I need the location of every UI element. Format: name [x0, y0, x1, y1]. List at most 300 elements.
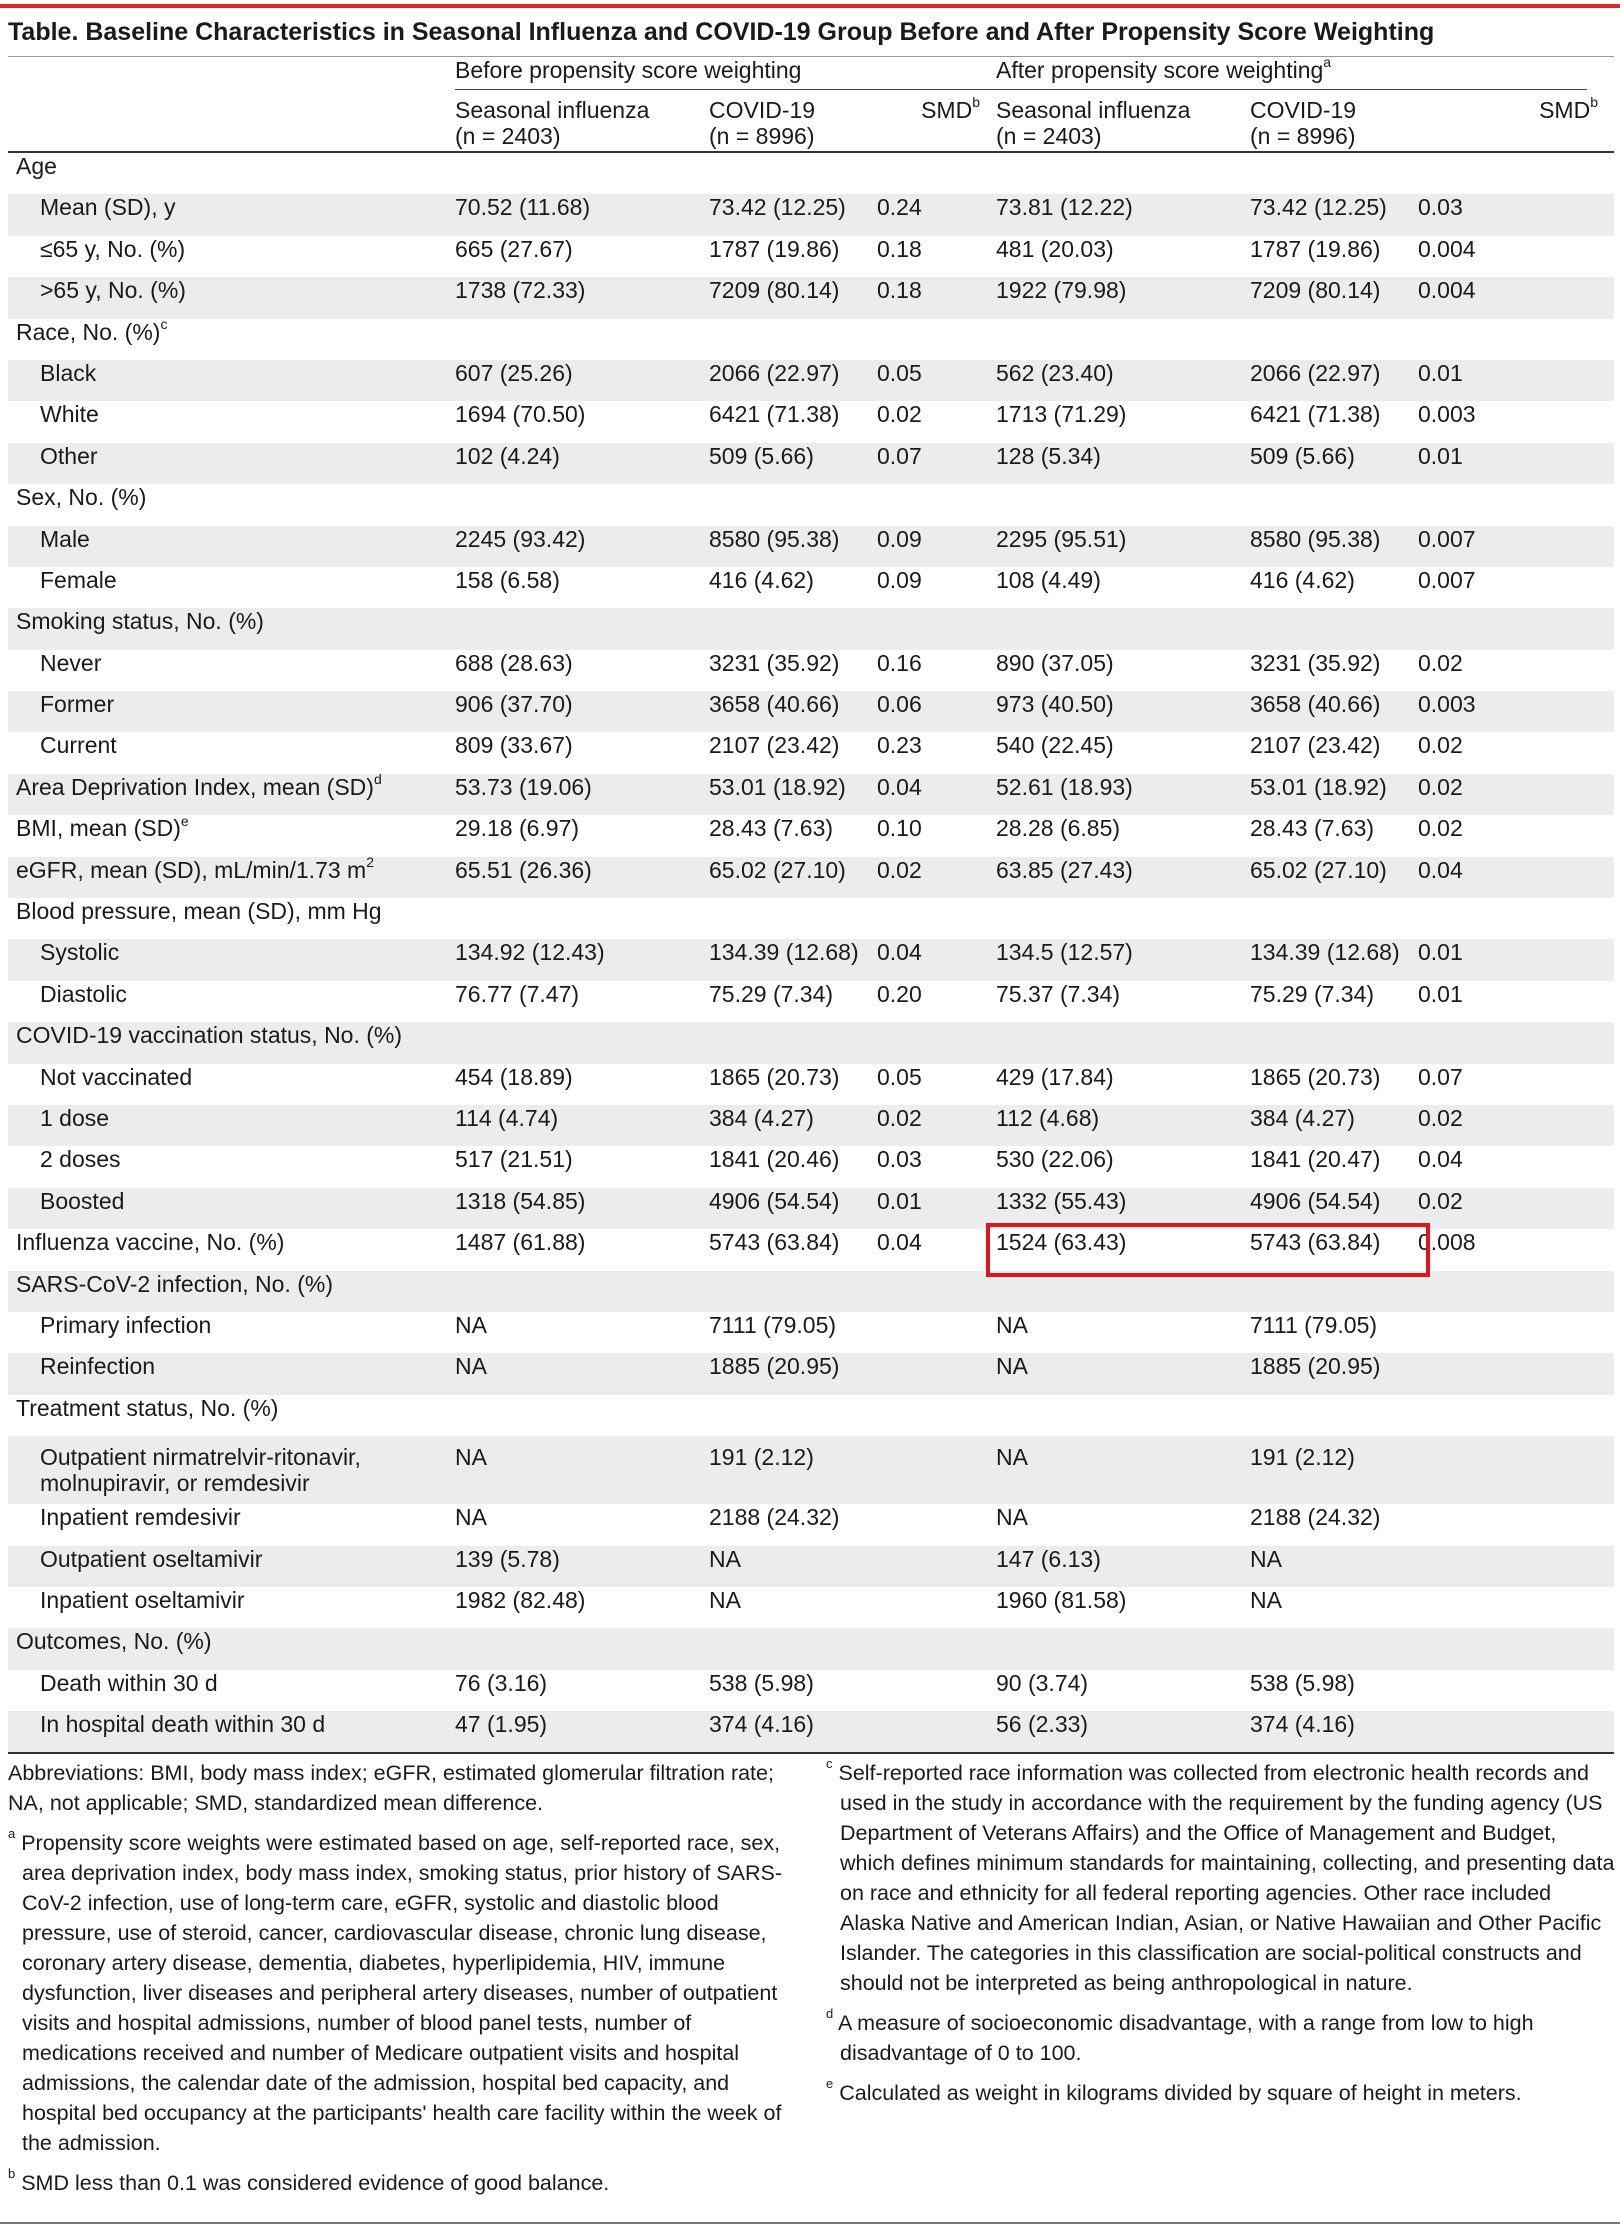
- cell-before-covid: [709, 1628, 877, 1669]
- table-row: [8, 1670, 1614, 1711]
- cell-after-smd: [1418, 1353, 1614, 1394]
- table-row: [8, 319, 1614, 360]
- cell-before-flu: 1982 (82.48): [455, 1586, 586, 1613]
- row-label: [8, 1146, 455, 1187]
- cell-after-covid: 134.39 (12.68): [1250, 939, 1418, 980]
- cell-before-smd: [877, 484, 996, 525]
- cell-after-flu: 890 (37.05): [996, 649, 1114, 676]
- cell-after-flu: 52.61 (18.93): [996, 774, 1250, 815]
- table-row: [8, 526, 1614, 567]
- cell-before-flu: [455, 1395, 709, 1436]
- cell-after-smd: [1418, 152, 1614, 194]
- cell-after-flu: [996, 1628, 1250, 1669]
- cell-after-covid: 8580 (95.38): [1250, 526, 1418, 567]
- row-label: [8, 1546, 455, 1587]
- cell-after-covid: [1250, 898, 1418, 939]
- table-row: [8, 484, 1614, 525]
- table-row: [8, 567, 1614, 608]
- row-label-text: Blood pressure, mean (SD), mm Hg: [16, 898, 382, 925]
- table-row: [8, 1188, 1614, 1229]
- cell-after-smd: [1418, 1546, 1614, 1587]
- cell-before-smd: [877, 898, 996, 939]
- cell-after-covid: 7209 (80.14): [1250, 277, 1418, 318]
- cell-after-smd: [1418, 1711, 1614, 1753]
- cell-before-covid: [709, 319, 877, 360]
- cell-after-smd: 0.007: [1418, 566, 1476, 593]
- cell-after-smd: [1418, 1395, 1614, 1436]
- row-label: [8, 898, 455, 939]
- row-label: [8, 981, 455, 1022]
- cell-after-covid: 28.43 (7.63): [1250, 815, 1375, 842]
- footnote-b-text: SMD less than 0.1 was considered evidence of good balance.: [21, 2171, 610, 2195]
- cell-after-covid: 1885 (20.95): [1250, 1353, 1418, 1394]
- row-label: [8, 939, 455, 980]
- footnotes-right-column: [826, 1755, 1616, 2118]
- cell-after-smd: 0.01: [1418, 980, 1463, 1007]
- cell-after-smd: 0.07: [1418, 1063, 1463, 1090]
- cell-before-smd: 0.03: [877, 1146, 922, 1173]
- row-label: [8, 608, 455, 649]
- cell-before-smd: [877, 319, 996, 360]
- cell-before-flu: 53.73 (19.06): [455, 774, 709, 815]
- cell-before-flu: [455, 319, 709, 360]
- cell-after-covid: 191 (2.12): [1250, 1436, 1418, 1504]
- cell-before-covid: 2107 (23.42): [709, 732, 840, 759]
- cell-before-flu: 139 (5.78): [455, 1546, 709, 1587]
- cell-before-smd: 0.24: [877, 194, 996, 235]
- cell-after-smd: 0.01: [1418, 360, 1614, 401]
- row-label-text: Influenza vaccine, No. (%): [16, 1229, 285, 1256]
- cell-after-flu: 56 (2.33): [996, 1711, 1250, 1753]
- cell-before-flu: NA: [455, 1436, 709, 1504]
- cell-before-flu: 906 (37.70): [455, 691, 709, 732]
- table-row: [8, 857, 1614, 898]
- cell-after-smd: [1418, 1587, 1614, 1628]
- cell-after-covid: 3658 (40.66): [1250, 691, 1418, 732]
- row-label-text: Area Deprivation Index, mean (SD): [16, 773, 374, 800]
- cell-after-flu: 481 (20.03): [996, 235, 1114, 262]
- cell-after-covid: 1865 (20.73): [1250, 1063, 1381, 1090]
- row-label-text: ≤65 y, No. (%): [40, 235, 186, 262]
- cell-after-smd: [1418, 1670, 1614, 1711]
- row-label: [8, 194, 455, 235]
- cell-after-covid: 2066 (22.97): [1250, 360, 1418, 401]
- cell-after-smd: [1418, 319, 1614, 360]
- cell-after-smd: [1418, 484, 1614, 525]
- cell-before-covid: 1865 (20.73): [709, 1063, 840, 1090]
- cell-after-flu: 1713 (71.29): [996, 401, 1127, 428]
- cell-before-flu: 29.18 (6.97): [455, 815, 580, 842]
- header-empty-cell: [8, 57, 455, 97]
- header-after-covid: [1250, 97, 1418, 152]
- col-flu-n: (n = 2403): [996, 123, 1102, 149]
- table-row: [8, 277, 1614, 318]
- row-label-text: Sex, No. (%): [16, 484, 147, 511]
- row-label-text: Inpatient remdesivir: [40, 1504, 241, 1531]
- footnote-c: [826, 1755, 1616, 1998]
- cell-after-covid: NA: [1250, 1546, 1418, 1587]
- cell-before-flu: 114 (4.74): [455, 1105, 709, 1146]
- table-row: [8, 1146, 1614, 1187]
- cell-after-smd: 0.02: [1418, 1188, 1614, 1229]
- footnote-e-text: Calculated as weight in kilograms divided by square of height in meters.: [839, 2081, 1522, 2105]
- table-row: [8, 1628, 1614, 1669]
- cell-before-flu: 2245 (93.42): [455, 526, 709, 567]
- row-label: [8, 1353, 455, 1394]
- row-label: [8, 1587, 455, 1628]
- row-label-text: Primary infection: [40, 1311, 212, 1338]
- cell-before-covid: [709, 152, 877, 194]
- cell-before-covid: 6421 (71.38): [709, 401, 840, 428]
- cell-before-covid: 538 (5.98): [709, 1669, 814, 1696]
- row-label-text: White: [40, 401, 99, 428]
- cell-after-covid: 374 (4.16): [1250, 1711, 1418, 1753]
- row-label-text: Outpatient oseltamivir: [40, 1545, 263, 1572]
- table-row: [8, 1436, 1614, 1504]
- cell-after-covid: [1250, 1628, 1418, 1669]
- footnote-d-mark: d: [826, 2005, 834, 2021]
- cell-before-smd: 0.23: [877, 732, 922, 759]
- cell-after-covid: 75.29 (7.34): [1250, 980, 1375, 1007]
- row-label-text: Inpatient oseltamivir: [40, 1586, 245, 1613]
- row-label-text: Death within 30 d: [40, 1669, 218, 1696]
- cell-after-flu: 73.81 (12.22): [996, 194, 1250, 235]
- cell-before-flu: 158 (6.58): [455, 566, 560, 593]
- cell-after-smd: [1418, 1436, 1614, 1504]
- cell-before-smd: 0.09: [877, 566, 922, 593]
- col-flu-n: (n = 2403): [455, 123, 561, 149]
- cell-before-covid: 4906 (54.54): [709, 1188, 877, 1229]
- cell-after-flu: 112 (4.68): [996, 1105, 1250, 1146]
- row-label-footnote-mark: c: [160, 315, 168, 332]
- table-row: [8, 650, 1614, 691]
- cell-after-flu: 28.28 (6.85): [996, 815, 1121, 842]
- footnote-c-text: Self-reported race information was collected from electronic health records and used in the study in accordance with the requirement by the funding agency (US Department of Veterans Affairs) and the Office of Management and Budget, which defines minimum standards for maintaining, collecting, and presenting data on race and ethnicity for all federal reporting agencies. Other race included Alaska Native and American Indian, Asian, or Native Hawaiian and Other Pacific Islander. The categories in this classification are social-political constructs and should not be interpreted as being anthropological in nature.: [838, 1761, 1615, 1995]
- cell-before-covid: 5743 (63.84): [709, 1229, 840, 1256]
- cell-after-flu: 128 (5.34): [996, 443, 1250, 484]
- cell-before-covid: 2066 (22.97): [709, 360, 877, 401]
- cell-after-flu: 147 (6.13): [996, 1546, 1250, 1587]
- table-row: [8, 1022, 1614, 1063]
- cell-before-smd: [877, 1587, 996, 1628]
- header-characteristic-cell: [8, 97, 455, 152]
- cell-after-flu: NA: [996, 1436, 1250, 1504]
- cell-before-covid: 7111 (79.05): [709, 1311, 837, 1338]
- row-label-footnote-mark: d: [373, 771, 382, 788]
- cell-before-flu: 454 (18.89): [455, 1063, 573, 1090]
- cell-before-smd: 0.18: [877, 277, 996, 318]
- footnote-b: [8, 2165, 798, 2198]
- table-row: [8, 815, 1614, 856]
- row-label: [8, 771, 455, 815]
- row-label: [8, 732, 455, 773]
- cell-before-flu: 517 (21.51): [455, 1146, 573, 1173]
- after-group-footnote-mark: a: [1323, 54, 1332, 71]
- cell-after-flu: NA: [996, 1311, 1028, 1338]
- table-row: [8, 443, 1614, 484]
- cell-after-flu: 1524 (63.43): [996, 1229, 1127, 1256]
- cell-before-covid: 53.01 (18.92): [709, 774, 877, 815]
- table-row: [8, 939, 1614, 980]
- row-label: [8, 1064, 455, 1105]
- footnote-e-mark: e: [826, 2075, 834, 2091]
- cell-before-smd: 0.01: [877, 1188, 996, 1229]
- row-label: [8, 277, 455, 318]
- cell-after-smd: [1418, 608, 1614, 649]
- table-row: [8, 194, 1614, 235]
- cell-before-covid: [709, 1022, 877, 1063]
- row-label: [8, 484, 455, 525]
- cell-after-smd: [1418, 1271, 1614, 1312]
- table-body: [8, 152, 1614, 1753]
- after-group-label: After propensity score weighting: [996, 57, 1324, 83]
- cell-before-flu: [455, 1271, 709, 1312]
- cell-after-smd: 0.01: [1418, 443, 1614, 484]
- col-covid-label: COVID-19: [1250, 97, 1357, 123]
- row-label: [8, 853, 455, 898]
- footnote-e: [826, 2075, 1616, 2108]
- cell-after-flu: 63.85 (27.43): [996, 857, 1250, 898]
- cell-before-covid: 3231 (35.92): [709, 649, 840, 676]
- cell-after-covid: [1250, 484, 1418, 525]
- row-label: [8, 1188, 455, 1229]
- cell-before-flu: 47 (1.95): [455, 1711, 709, 1753]
- cell-after-flu: [996, 1271, 1250, 1312]
- cell-after-flu: 540 (22.45): [996, 732, 1114, 759]
- row-label-text: Treatment status, No. (%): [16, 1394, 279, 1421]
- top-accent-rule: [0, 4, 1620, 8]
- row-label-text: Outpatient nirmatrelvir-ritonavir, molnupiravir, or remdesivir: [40, 1444, 361, 1497]
- cell-after-flu: [996, 484, 1250, 525]
- row-label: [8, 443, 455, 484]
- cell-before-smd: 0.04: [877, 939, 996, 980]
- row-label-text: 1 dose: [40, 1104, 110, 1131]
- cell-after-smd: 0.02: [1418, 815, 1463, 842]
- row-label-text: COVID-19 vaccination status, No. (%): [16, 1022, 403, 1049]
- cell-before-smd: [877, 1711, 996, 1753]
- cell-before-flu: 809 (33.67): [455, 732, 573, 759]
- cell-before-covid: 73.42 (12.25): [709, 194, 877, 235]
- cell-after-smd: [1418, 1504, 1614, 1545]
- cell-after-covid: 73.42 (12.25): [1250, 194, 1418, 235]
- header-before-covid: [709, 97, 877, 152]
- table-row: [8, 360, 1614, 401]
- cell-after-smd: 0.03: [1418, 194, 1614, 235]
- cell-before-flu: NA: [455, 1504, 487, 1531]
- cell-after-covid: 1841 (20.47): [1250, 1146, 1381, 1173]
- table-row: [8, 1504, 1614, 1545]
- cell-after-covid: [1250, 1271, 1418, 1312]
- row-label-text: Male: [40, 525, 90, 552]
- cell-after-smd: [1418, 898, 1614, 939]
- table-row: [8, 1064, 1614, 1105]
- cell-before-smd: 0.06: [877, 691, 996, 732]
- cell-before-smd: 0.07: [877, 443, 996, 484]
- cell-before-flu: 134.92 (12.43): [455, 939, 709, 980]
- bottom-rule: [0, 2222, 1620, 2224]
- cell-after-flu: 1332 (55.43): [996, 1188, 1250, 1229]
- cell-after-flu: [996, 1022, 1250, 1063]
- table-row: [8, 691, 1614, 732]
- row-label: [8, 691, 455, 732]
- cell-after-covid: 7111 (79.05): [1250, 1311, 1378, 1338]
- cell-before-covid: 509 (5.66): [709, 443, 877, 484]
- footnote-a: [8, 1825, 798, 2158]
- cell-before-smd: 0.16: [877, 649, 922, 676]
- cell-after-covid: 538 (5.98): [1250, 1669, 1355, 1696]
- row-label: [8, 1105, 455, 1146]
- table-row: [8, 1587, 1614, 1628]
- row-label: [8, 1229, 455, 1270]
- cell-after-flu: 973 (40.50): [996, 691, 1250, 732]
- row-label: [8, 1711, 455, 1753]
- table-row: [8, 732, 1614, 773]
- row-label: [8, 567, 455, 608]
- row-label-text: 2 doses: [40, 1146, 121, 1173]
- cell-before-flu: [455, 484, 709, 525]
- cell-after-smd: 0.003: [1418, 691, 1614, 732]
- row-label-text: Boosted: [40, 1187, 125, 1214]
- row-label-text: eGFR, mean (SD), mL/min/1.73 m: [16, 856, 367, 883]
- cell-before-smd: 0.20: [877, 980, 922, 1007]
- row-label-text: Current: [40, 732, 117, 759]
- cell-after-flu: [996, 898, 1250, 939]
- row-label-text: >65 y, No. (%): [40, 277, 186, 304]
- cell-before-flu: 1318 (54.85): [455, 1188, 709, 1229]
- cell-after-flu: 134.5 (12.57): [996, 939, 1250, 980]
- cell-after-covid: [1250, 319, 1418, 360]
- footnote-d: [826, 2005, 1616, 2068]
- row-label: [8, 650, 455, 691]
- cell-before-smd: [877, 152, 996, 194]
- row-label: [8, 1312, 455, 1353]
- row-label-text: Female: [40, 566, 117, 593]
- table-row: [8, 981, 1614, 1022]
- row-label: [8, 1395, 455, 1436]
- cell-after-covid: 2107 (23.42): [1250, 732, 1381, 759]
- cell-before-covid: NA: [709, 1586, 741, 1613]
- cell-after-covid: [1250, 608, 1418, 649]
- cell-after-covid: 1787 (19.86): [1250, 235, 1381, 262]
- col-covid-label: COVID-19: [709, 97, 816, 123]
- cell-before-smd: [877, 608, 996, 649]
- cell-before-flu: [455, 1022, 709, 1063]
- cell-before-covid: 65.02 (27.10): [709, 857, 877, 898]
- cell-before-covid: 28.43 (7.63): [709, 815, 834, 842]
- col-covid-n: (n = 8996): [709, 123, 815, 149]
- row-label: [8, 152, 455, 194]
- cell-before-smd: 0.05: [877, 360, 996, 401]
- cell-before-flu: 76 (3.16): [455, 1669, 548, 1696]
- cell-after-smd: 0.02: [1418, 649, 1463, 676]
- col-smd-label: SMD: [921, 97, 973, 123]
- cell-after-smd: 0.003: [1418, 401, 1476, 428]
- footnotes: [8, 1755, 1615, 2198]
- cell-before-covid: 7209 (80.14): [709, 277, 877, 318]
- cell-before-covid: 134.39 (12.68): [709, 939, 877, 980]
- row-label: [8, 360, 455, 401]
- table-row: [8, 1312, 1614, 1353]
- row-label: [8, 812, 455, 856]
- cell-after-covid: [1250, 1395, 1418, 1436]
- cell-before-covid: 384 (4.27): [709, 1105, 877, 1146]
- cell-before-flu: [455, 608, 709, 649]
- row-label-text: Diastolic: [40, 980, 127, 1007]
- cell-before-covid: [709, 484, 877, 525]
- cell-after-smd: 0.04: [1418, 857, 1614, 898]
- cell-before-smd: 0.04: [877, 774, 996, 815]
- cell-before-smd: 0.10: [877, 815, 922, 842]
- cell-before-smd: [877, 1395, 996, 1436]
- cell-before-smd: 0.05: [877, 1063, 922, 1090]
- cell-before-flu: 665 (27.67): [455, 235, 573, 262]
- cell-before-covid: 191 (2.12): [709, 1436, 877, 1504]
- header-before-smd: [877, 94, 996, 152]
- cell-after-flu: [996, 319, 1250, 360]
- row-label-text: Never: [40, 649, 102, 676]
- row-label-text: Black: [40, 359, 97, 386]
- footnote-b-mark: b: [8, 2165, 16, 2181]
- smd-footnote-mark: b: [1590, 94, 1598, 111]
- header-before-group: [455, 57, 996, 97]
- cell-before-covid: 2188 (24.32): [709, 1504, 840, 1531]
- cell-before-smd: [877, 1436, 996, 1504]
- cell-after-flu: 90 (3.74): [996, 1669, 1089, 1696]
- row-label: [8, 315, 455, 360]
- header-after-flu: [996, 97, 1250, 152]
- cell-before-covid: [709, 608, 877, 649]
- cell-before-covid: 75.29 (7.34): [709, 980, 834, 1007]
- row-label-text: Other: [40, 442, 98, 469]
- cell-after-covid: [1250, 1022, 1418, 1063]
- table-row: [8, 608, 1614, 649]
- cell-before-smd: [877, 1353, 996, 1394]
- cell-before-flu: 1738 (72.33): [455, 277, 709, 318]
- cell-before-flu: 76.77 (7.47): [455, 980, 580, 1007]
- row-label-text: Age: [16, 153, 57, 179]
- cell-after-covid: 65.02 (27.10): [1250, 857, 1418, 898]
- cell-before-covid: 8580 (95.38): [709, 526, 877, 567]
- cell-after-flu: 1922 (79.98): [996, 277, 1250, 318]
- cell-before-flu: 1694 (70.50): [455, 401, 586, 428]
- table-row: [8, 774, 1614, 815]
- cell-after-smd: 0.007: [1418, 526, 1614, 567]
- cell-after-covid: 6421 (71.38): [1250, 401, 1381, 428]
- cell-after-covid: 4906 (54.54): [1250, 1188, 1418, 1229]
- row-label: [8, 401, 455, 442]
- row-label-text: In hospital death within 30 d: [40, 1711, 326, 1738]
- cell-after-smd: 0.04: [1418, 1146, 1463, 1173]
- cell-after-flu: 562 (23.40): [996, 360, 1250, 401]
- cell-after-covid: 384 (4.27): [1250, 1105, 1418, 1146]
- cell-before-flu: 65.51 (26.36): [455, 857, 709, 898]
- cell-before-smd: 0.09: [877, 526, 996, 567]
- footnote-a-text: Propensity score weights were estimated based on age, self-reported race, sex, area deprivation index, body mass index, smoking status, prior history of SARS-CoV-2 infection, use of long-term care, eGFR, systolic and diastolic blood pressure, use of steroid, cancer, cardiovascular disease, chronic lung disease, coronary artery disease, dementia, diabetes, hyperlipidemia, HIV, immune dysfunction, liver diseases and peripheral artery diseases, number of outpatient visits and hospital admissions, number of blood panel tests, number of medications received and number of Medicare outpatient visits and hospital admissions, the calendar date of the admission, hospital bed capacity, and hospital bed occupancy at the participants' health care facility within the week of the admission.: [21, 1831, 783, 2155]
- baseline-table-container: [8, 56, 1614, 1754]
- cell-after-flu: NA: [996, 1353, 1250, 1394]
- cell-before-covid: 3658 (40.66): [709, 691, 877, 732]
- cell-before-smd: [877, 1022, 996, 1063]
- cell-before-smd: 0.02: [877, 401, 922, 428]
- footnote-abbreviations: Abbreviations: BMI, body mass index; eGFR, estimated glomerular filtration rate; NA, not applicable; SMD, standardized mean difference.: [8, 1761, 774, 1815]
- table-row: [8, 1229, 1614, 1270]
- cell-before-flu: 102 (4.24): [455, 443, 709, 484]
- cell-after-covid: 416 (4.62): [1250, 566, 1355, 593]
- row-label-text: Mean (SD), y: [40, 194, 176, 221]
- cell-before-covid: 416 (4.62): [709, 566, 814, 593]
- cell-after-smd: [1418, 1628, 1614, 1669]
- row-label-footnote-mark: 2: [366, 853, 374, 870]
